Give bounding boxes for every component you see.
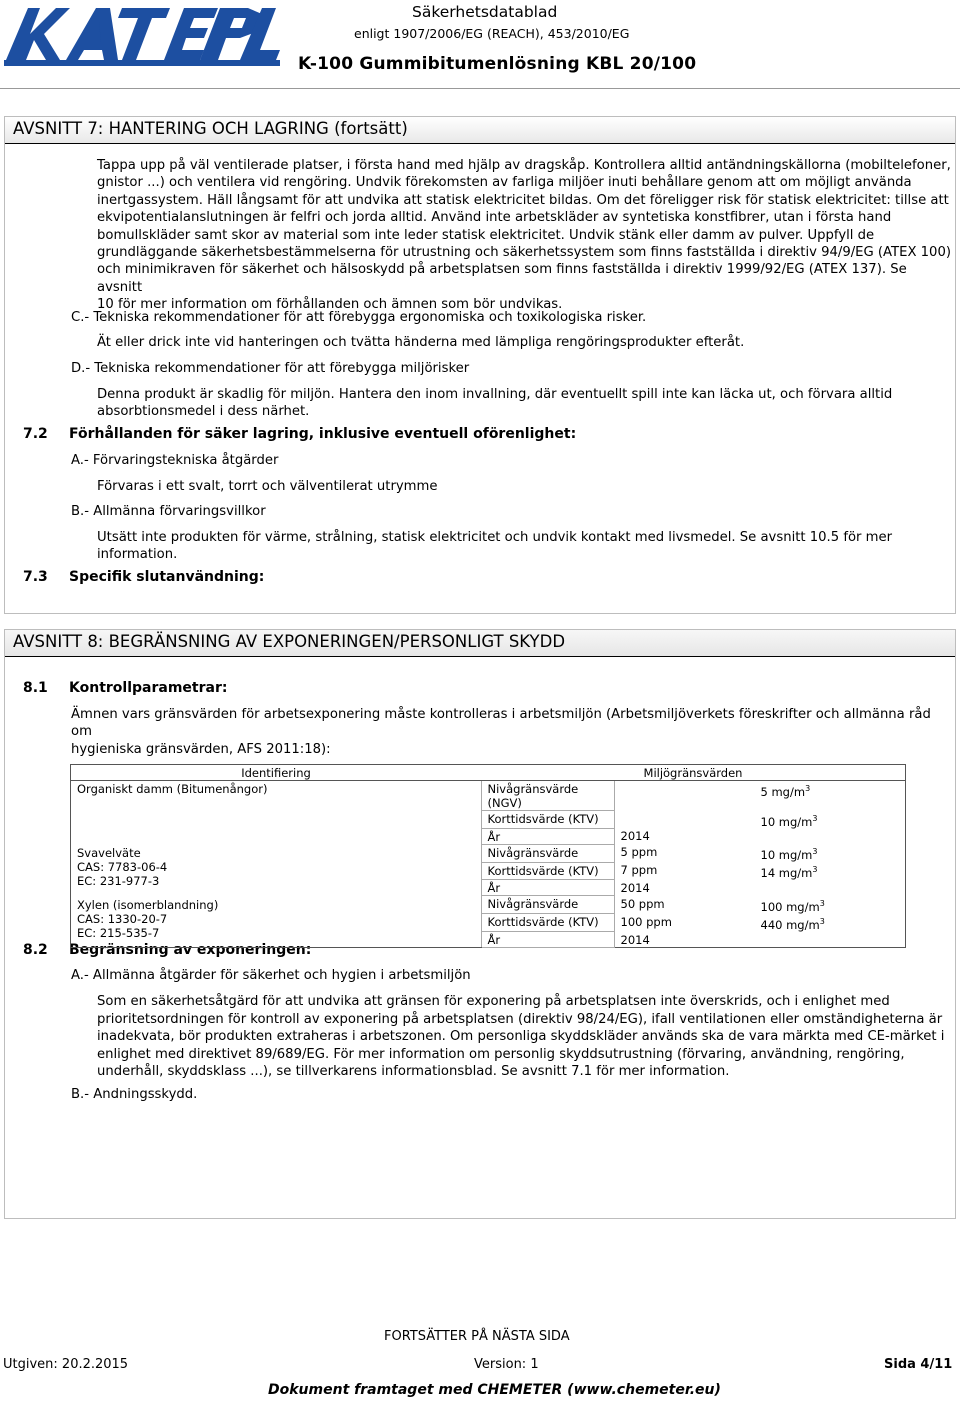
d-heading: D.- Tekniska rekommendationer för att förebygga miljörisker bbox=[71, 361, 470, 376]
storage-b-text-line: information. bbox=[97, 547, 178, 563]
limit-value-mg bbox=[755, 914, 906, 932]
hygiene-a-text bbox=[97, 993, 955, 1081]
d-text-line: absorbtionsmedel i dess närhet. bbox=[97, 404, 310, 420]
subsection-8-1-text bbox=[71, 706, 951, 758]
limit-type: År bbox=[481, 932, 614, 948]
limit-type: Nivågränsvärde (NGV) bbox=[481, 781, 614, 811]
hygiene-a-text-line: underhåll, skyddsklass ...), se tillverkarens informationsblad. Se avsnitt 7.1 för mer information. bbox=[97, 1064, 730, 1080]
limit-value-mg bbox=[755, 781, 906, 811]
storage-b-text bbox=[97, 529, 892, 564]
unit-superscript: 3 bbox=[819, 898, 825, 908]
storage-b-heading: B.- Allmänna förvaringsvillkor bbox=[71, 504, 266, 519]
limit-value-mg bbox=[755, 828, 906, 844]
storage-a-text: Förvaras i ett svalt, torrt och välventilerat utrymme bbox=[97, 479, 438, 494]
storage-a-heading: A.- Förvaringstekniska åtgärder bbox=[71, 453, 279, 468]
limit-type: Korttidsvärde (KTV) bbox=[481, 914, 614, 932]
c-text: Ät eller drick inte vid hanteringen och tvätta händerna med lämpliga rengöringsprodukter efteråt. bbox=[97, 335, 745, 350]
unit-superscript: 3 bbox=[812, 813, 818, 823]
substance-ident-line: CAS: 1330-20-7 bbox=[77, 911, 168, 926]
subsection-8-2-title: Begränsning av exponeringen: bbox=[69, 942, 312, 958]
limit-value-mg-text: 100 mg/m bbox=[760, 899, 820, 914]
substance-ident-line: Svavelväte bbox=[77, 846, 141, 861]
limit-value-ppm: 100 ppm bbox=[620, 914, 672, 929]
continues-next-page: FORTSÄTTER PÅ NÄSTA SIDA bbox=[384, 1329, 570, 1344]
subsection-7-3-number: 7.3 bbox=[23, 569, 48, 585]
limit-value-mg bbox=[755, 862, 906, 880]
generated-by: Dokument framtaget med CHEMETER (www.chemeter.eu) bbox=[268, 1382, 721, 1398]
section-7-title: AVSNITT 7: HANTERING OCH LAGRING (fortsätt) bbox=[5, 117, 955, 144]
page-number: Sida 4/11 bbox=[884, 1357, 953, 1372]
intro-line: Tappa upp på väl ventilerade platser, i första hand med hjälp av dragskåp. Kontrollera alltid antändningskällorna (mobiltelefoner, bbox=[97, 158, 951, 173]
limit-value-mg bbox=[755, 811, 906, 829]
limit-type: Nivågränsvärde bbox=[481, 896, 614, 914]
hygiene-a-text-line: Som en säkerhetsåtgärd för att undvika att gränsen för exponering på arbetsplatsen inte överskrids, och i enlighet med bbox=[97, 994, 890, 1009]
limit-value-ppm: 5 ppm bbox=[620, 845, 658, 860]
version: Version: 1 bbox=[474, 1357, 539, 1372]
unit-superscript: 3 bbox=[805, 784, 811, 793]
table-header-limits: Miljögränsvärden bbox=[481, 765, 906, 781]
limit-value-ppm: 2014 bbox=[614, 932, 755, 948]
intro-line: gnistor ...) och ventilera vid rengöring. Undvik förekomsten av farliga miljöer inuti behållare genom att om möjligt använda bbox=[97, 175, 912, 191]
limit-value-mg-text: 10 mg/m bbox=[760, 814, 813, 829]
table-row bbox=[71, 896, 906, 914]
document-title: Säkerhetsdatablad bbox=[412, 3, 558, 21]
subsection-8-1-title: Kontrollparametrar: bbox=[69, 680, 228, 696]
limit-value-ppm: 2014 bbox=[620, 829, 650, 844]
product-name: K-100 Gummibitumenlösning KBL 20/100 bbox=[298, 54, 697, 74]
unit-superscript: 3 bbox=[819, 916, 825, 926]
substance-ident-line: EC: 231-977-3 bbox=[77, 874, 160, 889]
s81-text-line: hygieniska gränsvärden, AFS 2011:18): bbox=[71, 741, 331, 757]
limit-value-ppm: 50 ppm bbox=[620, 896, 665, 911]
subsection-7-3-title: Specifik slutanvändning: bbox=[69, 569, 265, 585]
storage-b-text-line: Utsätt inte produkten för värme, strålning, statisk elektricitet och undvik kontakt med livsmedel. Se avsnitt 10.5 för mer bbox=[97, 530, 893, 545]
limit-value-ppm: 2014 bbox=[620, 880, 650, 895]
limit-value-mg-text: 5 mg/m bbox=[760, 784, 806, 799]
limit-value-ppm: 7 ppm bbox=[620, 863, 658, 878]
section-8-title: AVSNITT 8: BEGRÄNSNING AV EXPONERINGEN/PERSONLIGT SKYDD bbox=[5, 630, 955, 657]
unit-superscript: 3 bbox=[812, 847, 818, 857]
limit-type: År bbox=[481, 828, 614, 844]
intro-line: bomullskläder samt skor av material som inte leder statisk elektricitet. Undvik stänk eller damm av pulver. Uppfyll de bbox=[97, 227, 875, 243]
regulation-text: enligt 1907/2006/EG (REACH), 453/2010/EG bbox=[354, 26, 630, 41]
limit-type: Korttidsvärde (KTV) bbox=[481, 811, 614, 829]
katepal-logo bbox=[4, 4, 280, 66]
header-divider bbox=[0, 88, 960, 89]
intro-line: 10 för mer information om förhållanden och ämnen som bör undvikas. bbox=[97, 297, 563, 313]
hygiene-a-text-line: prioritetsordningen för kontroll av exponering på arbetsplatsen (direktiv 98/24/EG), ifall ventilationen eller omständigheterna är bbox=[97, 1011, 943, 1027]
limit-value-ppm bbox=[614, 781, 755, 811]
limit-value-mg-text: 14 mg/m bbox=[760, 865, 813, 880]
intro-line: inertgassystem. Häll långsamt för att undvika att statisk elektricitet bildas. Om det föreligger risk för statisk elektricitet: tillse att bbox=[97, 192, 949, 208]
limit-type: Korttidsvärde (KTV) bbox=[481, 862, 614, 880]
intro-line: och minimikraven för säkerhet och hälsoskydd på arbetsplatsen som finns fastställda i direktiv 1999/92/EG (ATEX 137). Se avsnitt bbox=[97, 262, 907, 295]
subsection-8-1-number: 8.1 bbox=[23, 680, 48, 696]
d-text bbox=[97, 386, 892, 421]
substance-ident-line: CAS: 7783-06-4 bbox=[77, 860, 168, 875]
limit-type: Nivågränsvärde bbox=[481, 844, 614, 862]
limit-value-mg bbox=[755, 844, 906, 862]
issue-date: Utgiven: 20.2.2015 bbox=[3, 1357, 129, 1372]
limit-value-mg bbox=[755, 932, 906, 948]
hygiene-a-text-line: inadekvata, bör produkten extraheras i arbetszonen. Om personliga skyddskläder används ska de vara märkta med CE-märket i bbox=[97, 1029, 945, 1045]
exposure-limits-table bbox=[70, 764, 906, 948]
substance-identification bbox=[71, 896, 482, 948]
limit-type: År bbox=[481, 880, 614, 896]
logo-text: KATEPAL bbox=[142, 44, 147, 45]
substance-ident-line: EC: 215-535-7 bbox=[77, 925, 160, 940]
subsection-8-2-number: 8.2 bbox=[23, 942, 48, 958]
limit-value-mg bbox=[755, 896, 906, 914]
substance-ident-line: Organiskt damm (Bitumenångor) bbox=[77, 782, 268, 796]
d-text-line: Denna produkt är skadlig för miljön. Hantera den inom invallning, där eventuellt spill inte kan läcka ut, och förvara alltid bbox=[97, 387, 893, 402]
section-7-intro bbox=[97, 157, 955, 314]
section-7 bbox=[4, 116, 956, 614]
table-row bbox=[71, 844, 906, 862]
table-header-identification: Identifiering bbox=[71, 765, 482, 781]
intro-line: ekvipotentialanslutningen är felfri och jorda alltid. Använd inte arbetskläder av syntetiska konstfibrer, utan i första hand bbox=[97, 210, 892, 226]
substance-ident-line: Xylen (isomerblandning) bbox=[77, 897, 219, 912]
unit-superscript: 3 bbox=[812, 865, 818, 875]
c-heading: C.- Tekniska rekommendationer för att förebygga ergonomiska och toxikologiska risker. bbox=[71, 310, 647, 325]
intro-line: grundläggande säkerhetsbestämmelserna för utrustning och säkerhetssystem som finns fastställda i direktiv 94/9/EG (ATEX 100) bbox=[97, 245, 951, 261]
hygiene-a-heading: A.- Allmänna åtgärder för säkerhet och hygien i arbetsmiljön bbox=[71, 968, 471, 983]
limit-value-mg-text: 10 mg/m bbox=[760, 848, 813, 863]
limit-value-ppm bbox=[614, 811, 755, 829]
substance-identification bbox=[71, 781, 482, 845]
s81-text-line: Ämnen vars gränsvärden för arbetsexponering måste kontrolleras i arbetsmiljön (Arbetsmiljöverkets föreskrifter och allmänna råd om bbox=[71, 707, 931, 740]
limit-value-mg bbox=[755, 880, 906, 896]
hygiene-a-text-line: enlighet med direktivet 89/689/EG. För mer information om personlig skyddsutrustning (förvaring, användning, rengöring, bbox=[97, 1046, 905, 1062]
subsection-7-2-number: 7.2 bbox=[23, 426, 48, 442]
subsection-7-2-title: Förhållanden för säker lagring, inklusive eventuell oförenlighet: bbox=[69, 426, 577, 442]
table-row bbox=[71, 781, 906, 811]
limit-value-mg-text: 440 mg/m bbox=[760, 917, 820, 932]
substance-identification bbox=[71, 844, 482, 896]
hygiene-b-heading: B.- Andningsskydd. bbox=[71, 1087, 198, 1102]
